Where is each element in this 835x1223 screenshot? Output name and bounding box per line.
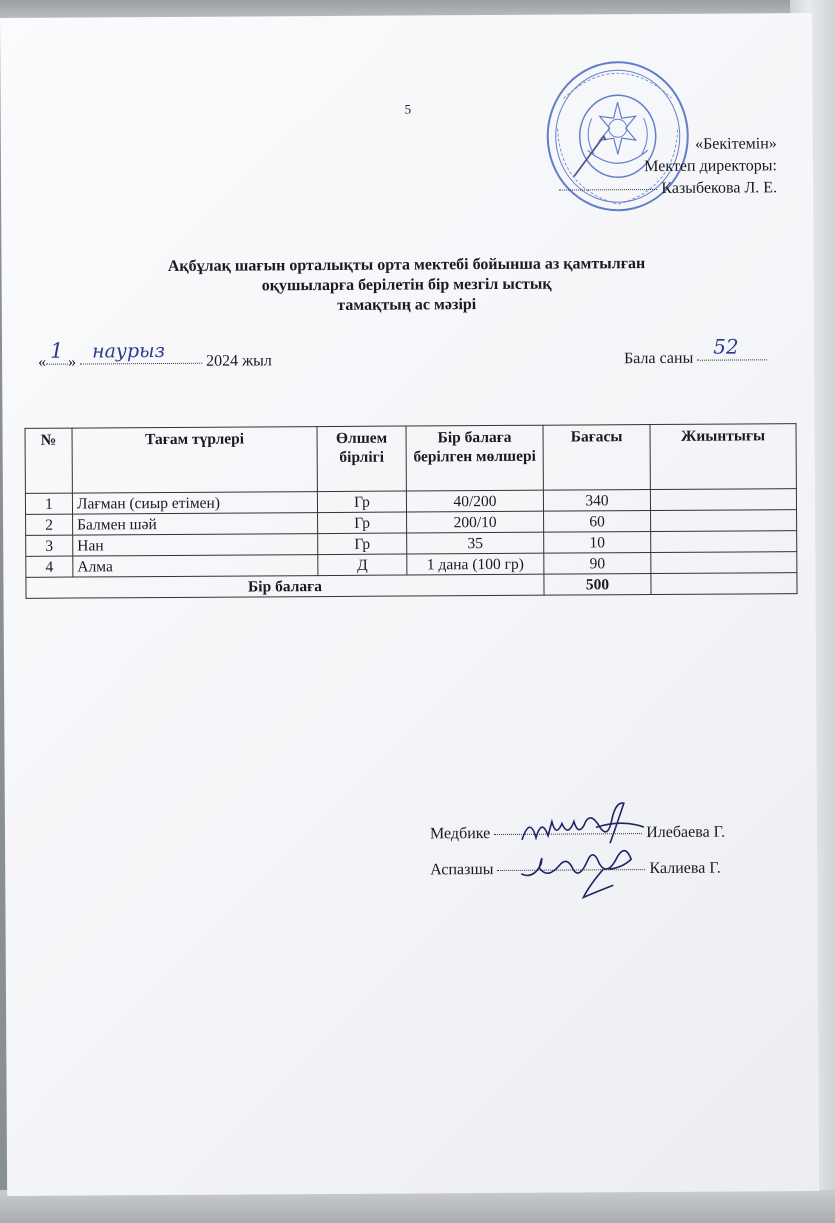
row-portion: 40/200 — [406, 490, 543, 512]
row-total — [651, 510, 797, 532]
children-label: Бала саны — [624, 349, 694, 368]
total-sum-cell — [651, 573, 797, 595]
month-field — [80, 339, 202, 365]
header-unit: Өлшем бірлігі — [317, 426, 406, 492]
row-no: 2 — [26, 514, 73, 535]
header-no: № — [25, 428, 72, 493]
row-unit: Гр — [318, 512, 407, 534]
row-portion: 1 дана (100 гр) — [407, 553, 544, 575]
menu-table — [25, 423, 798, 599]
page-number: 5 — [404, 101, 412, 117]
nurse-signature-field — [494, 833, 642, 835]
table-header-row — [25, 424, 796, 494]
director-name: Казыбекова Л. Е. — [661, 179, 778, 197]
day-handwritten: 1 — [49, 338, 64, 363]
row-unit: Гр — [317, 491, 406, 513]
header-portion: Бір балаға берілген мөлшері — [406, 425, 543, 491]
row-food: Нан — [73, 534, 318, 556]
cook-handwritten-signature — [513, 839, 653, 904]
document-sheet — [0, 13, 819, 1196]
header-price: Бағасы — [543, 425, 650, 491]
row-portion: 35 — [407, 532, 544, 554]
table-total-row — [26, 573, 797, 599]
row-food: Алма — [73, 555, 318, 577]
row-portion: 200/10 — [407, 511, 544, 533]
month-handwritten: наурыз — [91, 339, 165, 363]
row-price: 340 — [543, 490, 650, 512]
close-quote: » — [68, 353, 77, 371]
cook-signature-field — [498, 869, 646, 871]
title-line3: тамақтың ас мәзірі — [337, 296, 477, 314]
row-price: 60 — [544, 511, 651, 533]
children-count-line — [624, 334, 767, 368]
row-total — [651, 531, 797, 553]
row-unit: Д — [318, 554, 407, 576]
approval-line2: Мектеп директоры: — [644, 157, 777, 176]
header-total: Жиынтығы — [650, 424, 796, 490]
row-price: 10 — [544, 532, 651, 554]
document-title — [61, 253, 751, 317]
approval-line1: «Бекітемін» — [694, 135, 777, 153]
cook-signature-line — [430, 860, 721, 880]
day-field — [46, 338, 68, 365]
cook-name: Калиева Г. — [649, 859, 721, 878]
nurse-label: Медбике — [429, 825, 491, 843]
total-label: Бір балаға — [26, 574, 544, 598]
row-unit: Гр — [318, 533, 407, 555]
row-no: 1 — [25, 493, 72, 514]
row-no: 3 — [26, 535, 73, 556]
row-food: Балмен шәй — [73, 513, 318, 535]
row-price: 90 — [544, 553, 651, 575]
date-line — [38, 338, 272, 371]
total-price: 500 — [544, 574, 651, 596]
row-total — [650, 489, 796, 511]
cook-label: Аспазшы — [430, 861, 494, 879]
row-total — [651, 552, 797, 574]
approval-block — [559, 133, 777, 200]
children-count-handwritten: 52 — [713, 334, 739, 359]
open-quote: « — [38, 353, 47, 371]
row-no: 4 — [26, 556, 73, 577]
header-food: Тағам түрлері — [72, 427, 317, 493]
children-count-field — [697, 334, 767, 360]
approval-name-line — [559, 177, 777, 200]
row-food: Лағман (сиыр етімен) — [72, 492, 317, 514]
year-text: 2024 жыл — [206, 352, 272, 370]
nurse-name: Илебаева Г. — [646, 823, 726, 842]
signature-dotted-line — [559, 189, 657, 191]
title-line2: оқушыларға берілетін бір мезгіл ыстық — [261, 275, 552, 295]
title-line1: Ақбұлақ шағын орталықты орта мектебі бойынша аз қамтылған — [167, 255, 646, 275]
